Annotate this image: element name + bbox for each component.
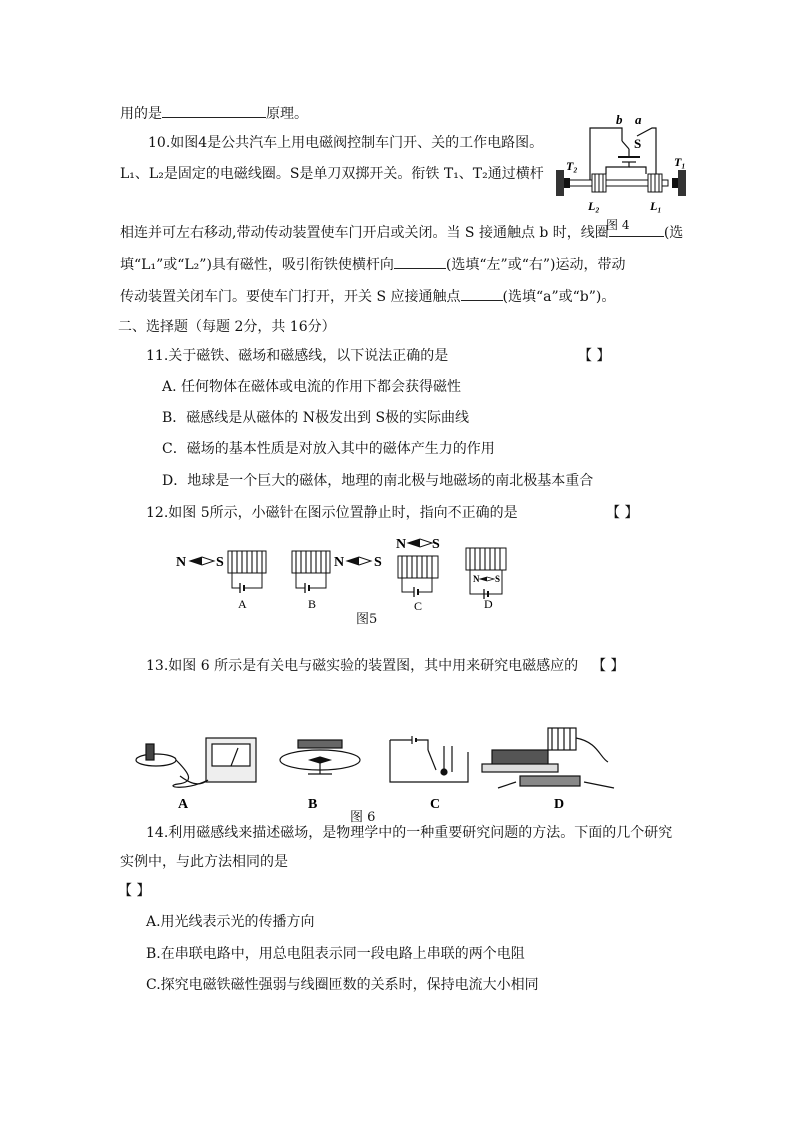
- q10-line1: 10.如图4是公共汽车上用电磁阀控制车门开、关的工作电路图。: [148, 135, 544, 151]
- q10-blank-contact[interactable]: [461, 286, 503, 301]
- figure-6-option-d: [482, 728, 614, 788]
- option-label-d: D: [484, 597, 493, 611]
- q12-stem: 12.如图 5所示，小磁针在图示位置静止时，指向不正确的是: [146, 505, 518, 521]
- option-label-b: B: [308, 797, 318, 812]
- q9-tail-line: [120, 103, 308, 123]
- q14-option-a[interactable]: A.用光线表示光的传播方向: [146, 914, 315, 930]
- option-label-c: C: [414, 599, 423, 613]
- q10-line3-suffix: (选: [663, 225, 684, 241]
- q10-line4-suffix: (选填“左”或“右”)运动，带动: [445, 257, 626, 273]
- label-a: a: [635, 112, 642, 127]
- q11-option-b[interactable]: B．磁感线是从磁体的 N极发出到 S极的实际曲线: [162, 410, 470, 426]
- figure-6-option-b: [280, 740, 360, 774]
- q14-option-c[interactable]: C.探究电磁铁磁性强弱与线圈匝数的关系时，保持电流大小相同: [146, 977, 539, 993]
- q10-line4-prefix: 填“L₁”或“L₂”)具有磁性，吸引衔铁使横杆向: [120, 257, 394, 273]
- figure-5-option-d: [466, 548, 506, 611]
- figure-4-caption: 图 4: [606, 218, 630, 232]
- q11-stem: 11.关于磁铁、磁场和磁感线，以下说法正确的是: [146, 348, 449, 364]
- figure-5-compasses: [172, 536, 522, 614]
- pole-n: N: [176, 555, 187, 570]
- q13-answer-bracket[interactable]: 【 】: [592, 658, 625, 674]
- q14-line1: 14.利用磁感线来描述磁场，是物理学中的一种重要研究问题的方法。下面的几个研究: [146, 825, 673, 841]
- q10-line5-prefix: 传动装置关闭车门。要使车门打开，开关 S 应接通触点: [120, 289, 461, 305]
- compass-needle-icon: [310, 757, 330, 763]
- q12-answer-bracket[interactable]: 【 】: [606, 505, 639, 521]
- pole-s: S: [495, 574, 501, 584]
- q13-stem: 13.如图 6 所示是有关电与磁实验的装置图，其中用来研究电磁感应的: [146, 658, 579, 674]
- label-L1: L₁: [650, 199, 662, 213]
- q9-blank[interactable]: [162, 103, 266, 118]
- figure-6-caption: 图 6: [350, 810, 376, 825]
- pole-s: S: [216, 555, 224, 570]
- q10-line3-prefix: 相连并可左右移动,带动传动装置使车门开启或关闭。当 S 接通触点 b 时，线圈: [120, 225, 609, 241]
- armature-T1-icon: [672, 178, 678, 188]
- pole-n: N: [473, 574, 480, 584]
- label-b: b: [616, 112, 623, 127]
- coil-magnet-icon: [136, 754, 176, 766]
- wall-left-icon: [556, 170, 564, 196]
- label-T2: T₂: [566, 159, 578, 173]
- section-2-title: 二、选择题（每题 2分，共 16分）: [118, 319, 336, 335]
- q10-blank-direction[interactable]: [394, 254, 446, 269]
- figure-6-option-c: [390, 736, 468, 782]
- pole-n: N: [396, 537, 407, 552]
- option-label-a: A: [238, 597, 247, 611]
- q10-line5-suffix: (选填“a”或“b”)。: [502, 289, 616, 305]
- pole-s: S: [432, 537, 440, 552]
- q11-option-a[interactable]: A. 任何物体在磁体或电流的作用下都会获得磁性: [162, 379, 462, 395]
- figure-5-option-a: [176, 551, 266, 611]
- label-L2: L₂: [588, 199, 600, 213]
- q9-suffix: 原理。: [266, 106, 308, 122]
- q10-line5: [120, 286, 615, 306]
- armature-T2-icon: [564, 178, 570, 188]
- option-label-a: A: [178, 797, 189, 812]
- q11-option-d[interactable]: D．地球是一个巨大的磁体，地理的南北极与地磁场的南北极基本重合: [162, 473, 594, 489]
- wire-icon: [298, 740, 342, 748]
- option-label-d: D: [554, 797, 565, 812]
- q10-line4: [120, 254, 625, 274]
- figure-4-circuit: [548, 108, 688, 216]
- q14-line2: 实例中，与此方法相同的是: [120, 854, 288, 870]
- q11-option-c[interactable]: C．磁场的基本性质是对放入其中的磁体产生力的作用: [162, 441, 495, 457]
- q14-answer-bracket[interactable]: 【 】: [118, 883, 151, 899]
- pole-s: S: [374, 555, 382, 570]
- q10-line3: [120, 222, 683, 242]
- pole-n: N: [334, 555, 345, 570]
- option-label-c: C: [430, 797, 441, 812]
- figure-5-caption: 图5: [356, 612, 378, 627]
- figure-5-option-b: [292, 551, 382, 611]
- q9-prefix: 用的是: [120, 106, 162, 122]
- q11-answer-bracket[interactable]: 【 】: [578, 348, 611, 364]
- figure-5-option-c: [396, 537, 440, 613]
- option-label-b: B: [308, 597, 317, 611]
- wall-right-icon: [678, 170, 686, 196]
- figure-6-apparatus: [128, 722, 648, 812]
- label-S: S: [634, 136, 642, 151]
- q14-option-b[interactable]: B.在串联电路中，用总电阻表示同一段电路上串联的两个电阻: [146, 946, 525, 962]
- label-T1: T₁: [674, 155, 686, 169]
- q10-line2: L₁、L₂是固定的电磁线圈。S是单刀双掷开关。衔铁 T₁、T₂通过横杆: [120, 166, 544, 182]
- figure-6-option-a: [136, 738, 256, 787]
